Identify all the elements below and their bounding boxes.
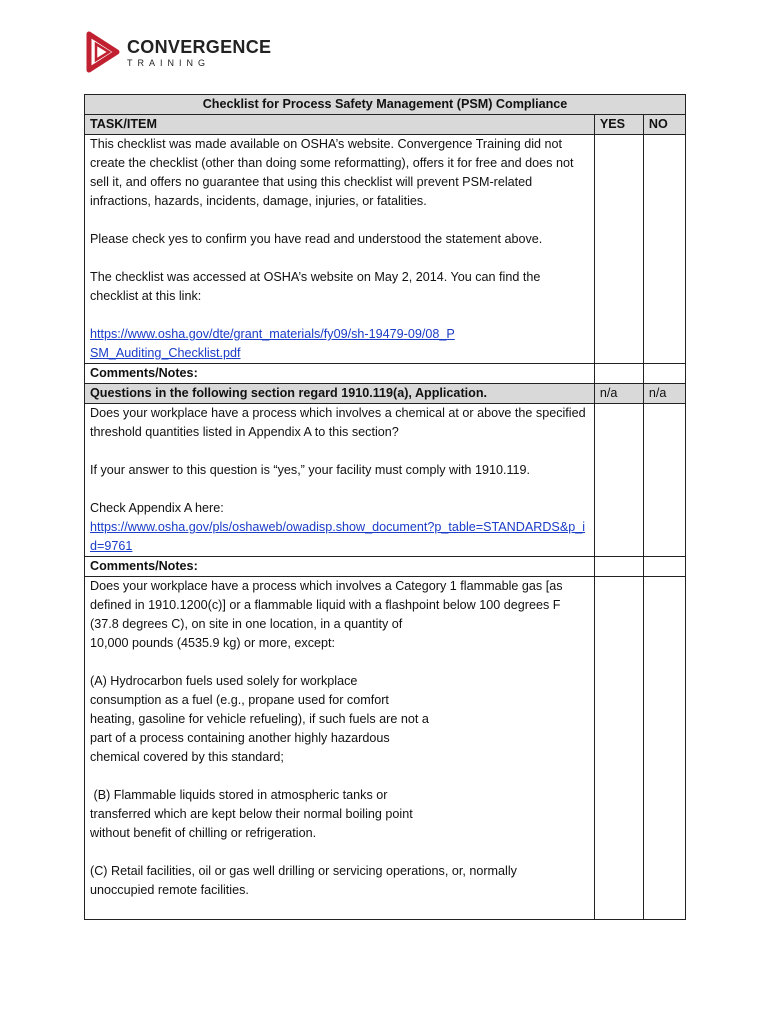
question-text: Does your workplace have a process which involves a chemical at or above the specified threshold quantities listed in Appendix A to this section? [90, 406, 586, 439]
no-checkbox-cell[interactable] [643, 577, 685, 920]
access-text: The checklist was accessed at OSHA’s website on May 2, 2014. You can find the checklist at this link: [90, 270, 541, 303]
no-checkbox-cell[interactable] [643, 135, 685, 364]
comply-note: If your answer to this question is “yes,” your facility must comply with 1910.119. [90, 463, 531, 477]
checklist-link[interactable]: https://www.osha.gov/dte/grant_materials/fy09/sh-19479-09/08_PSM_Auditing_Checklist.pdf [90, 327, 455, 360]
comments-label: Comments/Notes: [85, 364, 595, 384]
convergence-logo [83, 30, 271, 74]
section-yes: n/a [594, 384, 643, 404]
psm-checklist-table [84, 94, 686, 920]
header-yes: YES [594, 115, 643, 135]
appendix-label: Check Appendix A here: [90, 501, 224, 515]
table-row [85, 404, 686, 557]
no-checkbox-cell[interactable] [643, 404, 685, 557]
comments-label: Comments/Notes: [85, 557, 595, 577]
yes-checkbox-cell[interactable] [594, 404, 643, 557]
table-row [85, 577, 686, 920]
disclaimer-text: This checklist was made available on OSHA’s website. Convergence Training did not create the checklist (other than doing some reformatting), offers it for free and does not sell it, and offers no guarantee that using this checklist will prevent PSM-related infractions, hazards, incidents, damage, injuries, or fatalities. [90, 137, 574, 208]
logo-sub: TRAINING [127, 57, 211, 68]
confirm-text: Please check yes to confirm you have read and understood the statement above. [90, 232, 543, 246]
yes-checkbox-cell[interactable] [594, 135, 643, 364]
table-row [85, 135, 686, 364]
exception-b: (B) Flammable liquids stored in atmospheric tanks or transferred which are kept below their normal boiling point without benefit of chilling or refrigeration. [90, 788, 413, 840]
logo-play-icon [83, 30, 121, 74]
section-heading: Questions in the following section regard 1910.119(a), Application. [85, 384, 595, 404]
header-task: TASK/ITEM [85, 115, 595, 135]
logo-name: CONVERGENCE [127, 36, 272, 57]
table-title: Checklist for Process Safety Management (PSM) Compliance [85, 95, 686, 115]
section-no: n/a [643, 384, 685, 404]
yes-checkbox-cell[interactable] [594, 577, 643, 920]
header-no: NO [643, 115, 685, 135]
appendix-link[interactable]: https://www.osha.gov/pls/oshaweb/owadisp.show_document?p_table=STANDARDS&p_id=9761 [90, 520, 586, 553]
exception-a: (A) Hydrocarbon fuels used solely for workplace consumption as a fuel (e.g., propane used for comfort heating, gasoline for vehicle refueling), if such fuels are not a part of a process containing another highly hazardous chemical covered by this standard; [90, 674, 429, 764]
exception-c: (C) Retail facilities, oil or gas well drilling or servicing operations, or, normally unoccupied remote facilities. [90, 864, 517, 897]
question-text: Does your workplace have a process which involves a Category 1 flammable gas [as defined in 1910.1200(c)] or a flammable liquid with a flashpoint below 100 degrees F (37.8 degrees C), on site in one location, in a quantity of 10,000 pounds (4535.9 kg) or more, except: [90, 579, 563, 650]
